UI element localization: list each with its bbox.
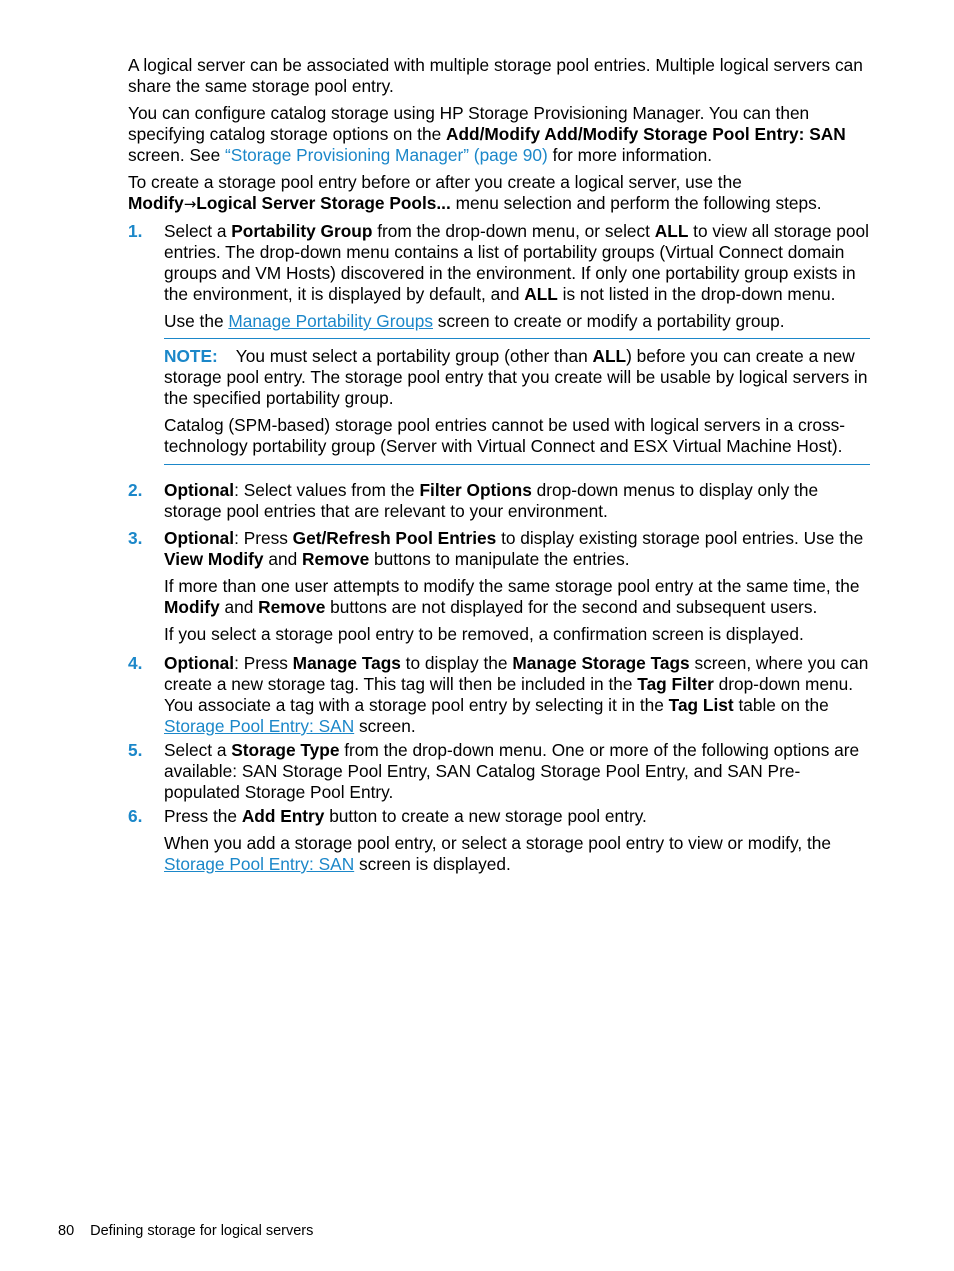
step-number: 1.: [128, 221, 143, 241]
note-box: NOTE: You must select a portability group (other than ALL) before you can create a new storage pool entry. The storage pool entry that you create will be usable by logical servers in the specified portability group. Catalog (SPM-based) storage pool entries cannot be used with logical servers in a cross-technology portability group (Server with Virtual Connect and ESX Virtual Machine Host).: [164, 338, 870, 465]
page-number: 80: [58, 1223, 75, 1239]
step-4: 4. Optional: Press Manage Tags to display the Manage Storage Tags screen, where you can create a new storage tag. This tag will then be included in the Tag Filter drop-down menu. You associate a tag with a storage pool entry by selecting it in the Tag List table on the Storage Pool Entry: SAN screen.: [128, 653, 869, 736]
step-3: 3. Optional: Press Get/Refresh Pool Entries to display existing storage pool entries. Use the View Modify and Remove buttons to manipulate the entries. If more than one user attempts to modify the same storage pool entry at the same time, the Modify and Remove buttons are not displayed for the second and subsequent users. If you select a storage pool entry to be removed, a confirmation screen is displayed.: [128, 528, 864, 644]
storage-pool-entry-san-link[interactable]: Storage Pool Entry: SAN: [164, 716, 355, 736]
step-number: 6.: [128, 806, 143, 826]
step-number: 3.: [128, 528, 143, 548]
step-5: 5. Select a Storage Type from the drop-down menu. One or more of the following options are available: SAN Storage Pool Entry, SAN Catalog Storage Pool Entry, and SAN Pre-populated Storage Pool Entry.: [128, 740, 860, 802]
step-number: 5.: [128, 740, 143, 760]
storage-pool-entry-san-link[interactable]: Storage Pool Entry: SAN: [164, 854, 355, 874]
spm-page-link[interactable]: “Storage Provisioning Manager” (page 90): [225, 145, 548, 165]
step-number: 4.: [128, 653, 143, 673]
page-footer: [58, 1222, 313, 1240]
note-label: NOTE:: [164, 346, 218, 366]
note-paragraph-2: Catalog (SPM-based) storage pool entries cannot be used with logical servers in a cross-technology portability group (Server with Virtual Connect and ESX Virtual Machine Host).: [164, 415, 846, 456]
step-6: 6. Press the Add Entry button to create a new storage pool entry. When you add a storage pool entry, or select a storage pool entry to view or modify, the Storage Pool Entry: SAN screen is displayed.: [128, 806, 831, 874]
page-content: [128, 55, 870, 875]
step-number: 2.: [128, 480, 143, 500]
intro-paragraph-1: A logical server can be associated with multiple storage pool entries. Multiple logical servers can share the same storage pool entry.: [128, 55, 863, 96]
manage-portability-groups-link[interactable]: Manage Portability Groups: [228, 311, 433, 331]
steps-list: [128, 221, 870, 875]
intro-paragraph-2: You can configure catalog storage using HP Storage Provisioning Manager. You can then specifying catalog storage options on the Add/Modify Add/Modify Storage Pool Entry: SAN screen. See “Storage Provisioning Manager” (page 90) for more information.: [128, 103, 846, 165]
step-2: 2. Optional: Select values from the Filter Options drop-down menus to display only the storage pool entries that are relevant to your environment.: [128, 480, 819, 521]
intro-paragraph-3: To create a storage pool entry before or after you create a logical server, use the Modify→Logical Server Storage Pools... menu selection and perform the following steps.: [128, 172, 822, 213]
footer-section-title: Defining storage for logical servers: [90, 1223, 314, 1239]
menu-arrow-icon: →: [183, 195, 197, 213]
step-1: 1. Select a Portability Group from the drop-down menu, or select ALL to view all storage pool entries. The drop-down menu contains a list of portability groups (Virtual Connect domain groups and VM Hosts) discovered in the environment. If only one portability group exists in the environment, it is displayed by default, and ALL is not listed in the drop-down menu. Use the Manage Portability Groups screen to create or modify a portability group. NOTE: You must select a portability group (other than ALL) before you can create a new storage pool entry. The storage pool entry that you create will be usable by logical servers in the specified portability group. Catalog (SPM-based) storage pool entries cannot be used with logical servers in a cross-technology portability group (Server with Virtual Connect and ESX Virtual Machine Host).: [128, 221, 870, 465]
